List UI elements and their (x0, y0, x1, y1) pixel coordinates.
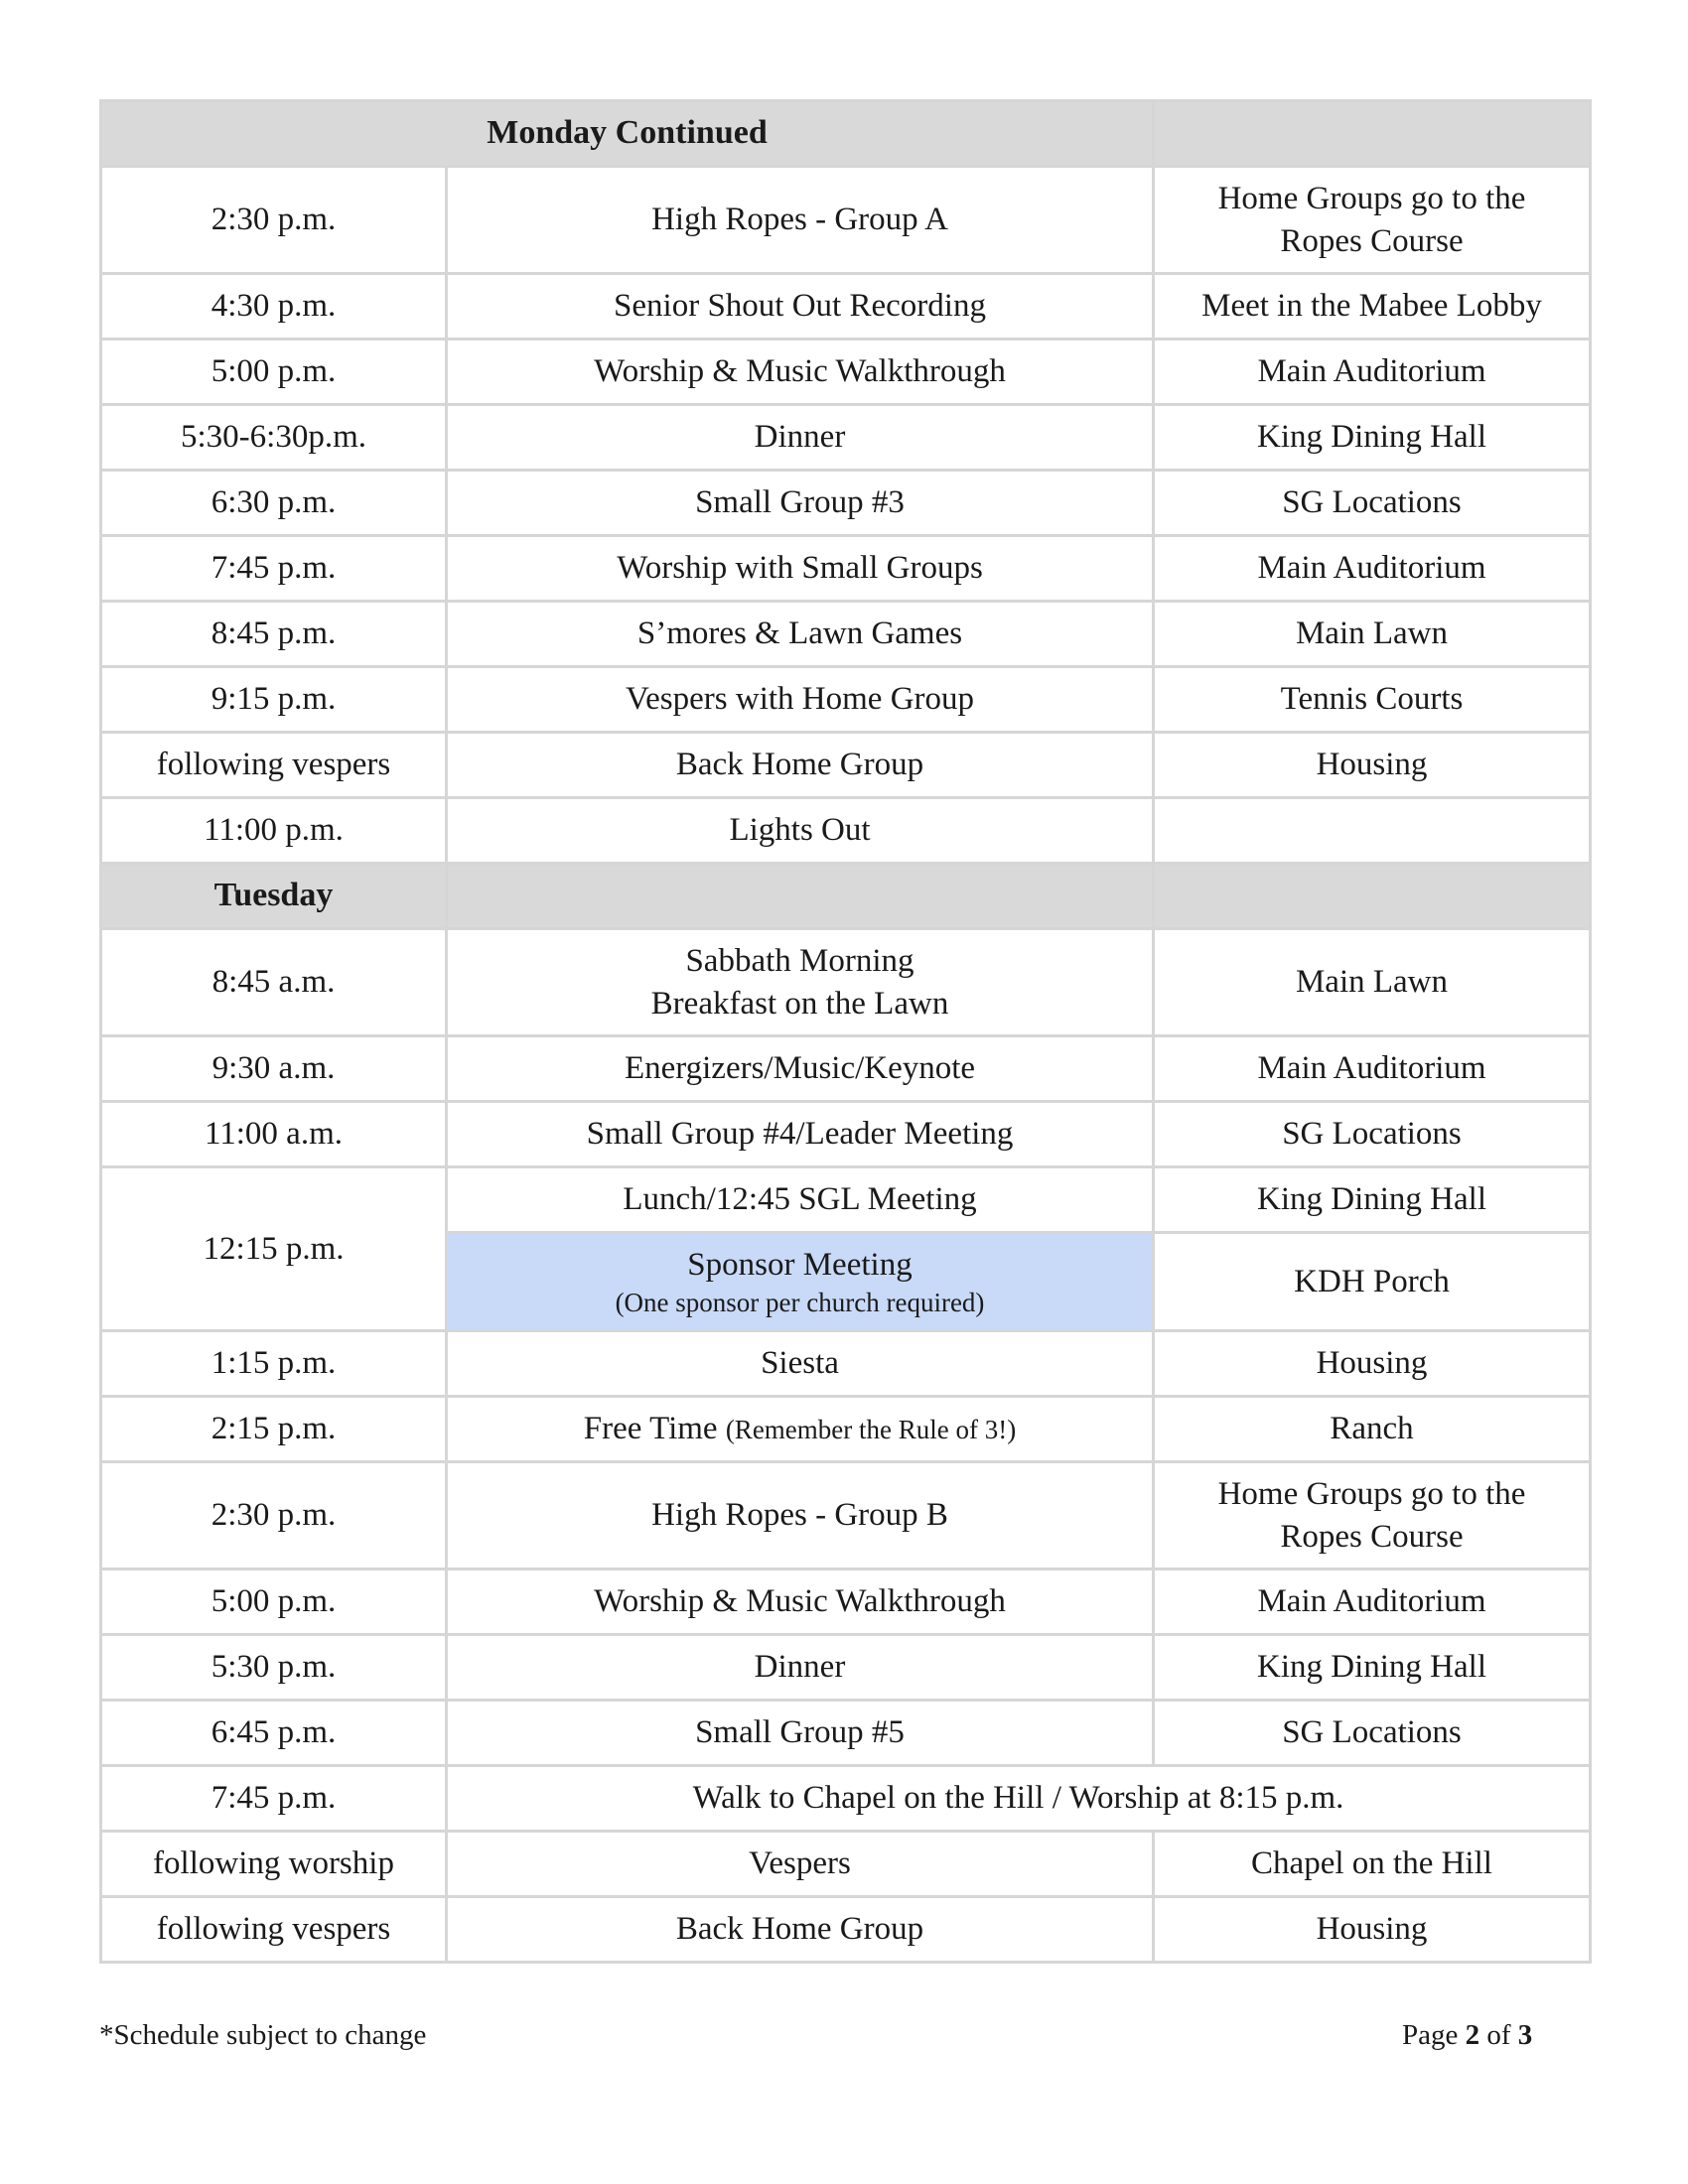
location-cell: King Dining Hall (1154, 405, 1591, 471)
table-row (101, 1766, 1591, 1832)
table-row (101, 536, 1591, 602)
activity-cell: Dinner (447, 405, 1154, 471)
activity-cell: Vespers with Home Group (447, 667, 1154, 733)
sponsor-meeting-cell: Sponsor Meeting (One sponsor per church required) (447, 1233, 1154, 1331)
time-cell: 5:00 p.m. (101, 1570, 447, 1635)
schedule-note: *Schedule subject to change (99, 2019, 427, 2051)
location-cell: KDH Porch (1154, 1233, 1591, 1331)
location-cell: King Dining Hall (1154, 1635, 1591, 1701)
activity-cell: Small Group #5 (447, 1701, 1154, 1766)
activity-cell: Worship & Music Walkthrough (447, 340, 1154, 405)
activity-cell: Siesta (447, 1331, 1154, 1397)
location-cell: Main Lawn (1154, 929, 1591, 1036)
table-row (101, 1570, 1591, 1635)
time-cell: following vespers (101, 1897, 447, 1963)
location-cell: SG Locations (1154, 471, 1591, 536)
activity-cell: Dinner (447, 1635, 1154, 1701)
table-row (101, 1397, 1591, 1462)
time-cell: 11:00 a.m. (101, 1102, 447, 1167)
table-row (101, 405, 1591, 471)
table-row (101, 1036, 1591, 1102)
table-row (101, 667, 1591, 733)
time-cell: 1:15 p.m. (101, 1331, 447, 1397)
activity-cell: Small Group #3 (447, 471, 1154, 536)
activity-cell: Back Home Group (447, 733, 1154, 798)
time-cell: 5:00 p.m. (101, 340, 447, 405)
schedule-table (99, 99, 1592, 1964)
table-row (101, 602, 1591, 667)
time-cell: 4:30 p.m. (101, 274, 447, 340)
time-cell: 9:30 a.m. (101, 1036, 447, 1102)
activity-cell: Sabbath Morning Breakfast on the Lawn (447, 929, 1154, 1036)
section-title: Monday Continued (101, 101, 1154, 167)
table-row (101, 929, 1591, 1036)
location-cell: SG Locations (1154, 1102, 1591, 1167)
location-cell: Main Lawn (1154, 602, 1591, 667)
location-cell: Ranch (1154, 1397, 1591, 1462)
location-cell: Meet in the Mabee Lobby (1154, 274, 1591, 340)
section-title: Tuesday (101, 864, 447, 929)
activity-cell: Vespers (447, 1832, 1154, 1897)
table-row (101, 340, 1591, 405)
activity-cell: Lights Out (447, 798, 1154, 864)
table-row (101, 798, 1591, 864)
table-row (101, 1701, 1591, 1766)
table-row (101, 471, 1591, 536)
location-cell: SG Locations (1154, 1701, 1591, 1766)
location-cell: Tennis Courts (1154, 667, 1591, 733)
time-cell: 5:30 p.m. (101, 1635, 447, 1701)
time-cell: 6:45 p.m. (101, 1701, 447, 1766)
section-header-monday (101, 101, 1591, 167)
location-cell: Main Auditorium (1154, 536, 1591, 602)
activity-cell: Walk to Chapel on the Hill / Worship at 8:15 p.m. (447, 1766, 1591, 1832)
table-row (101, 1167, 1591, 1233)
location-cell: Chapel on the Hill (1154, 1832, 1591, 1897)
location-cell: Main Auditorium (1154, 340, 1591, 405)
activity-cell: Lunch/12:45 SGL Meeting (447, 1167, 1154, 1233)
table-row (101, 1331, 1591, 1397)
location-cell: Home Groups go to the Ropes Course (1154, 1462, 1591, 1570)
activity-cell: Energizers/Music/Keynote (447, 1036, 1154, 1102)
time-cell: 7:45 p.m. (101, 536, 447, 602)
time-cell: following worship (101, 1832, 447, 1897)
time-cell: 7:45 p.m. (101, 1766, 447, 1832)
section-header-tuesday (101, 864, 1591, 929)
time-cell: 5:30-6:30p.m. (101, 405, 447, 471)
table-row (101, 733, 1591, 798)
location-cell: Main Auditorium (1154, 1036, 1591, 1102)
location-cell: King Dining Hall (1154, 1167, 1591, 1233)
location-cell (1154, 798, 1591, 864)
time-cell: 12:15 p.m. (101, 1167, 447, 1331)
table-row (101, 167, 1591, 274)
activity-cell: High Ropes - Group A (447, 167, 1154, 274)
table-row (101, 1635, 1591, 1701)
time-cell: 11:00 p.m. (101, 798, 447, 864)
location-cell: Home Groups go to the Ropes Course (1154, 167, 1591, 274)
table-row (101, 1832, 1591, 1897)
page-number: Page 2 of 3 (1402, 2019, 1533, 2051)
table-row (101, 1102, 1591, 1167)
time-cell: 2:30 p.m. (101, 1462, 447, 1570)
location-cell: Housing (1154, 733, 1591, 798)
activity-cell: Back Home Group (447, 1897, 1154, 1963)
time-cell: following vespers (101, 733, 447, 798)
table-row (101, 274, 1591, 340)
activity-cell: Small Group #4/Leader Meeting (447, 1102, 1154, 1167)
location-cell: Housing (1154, 1331, 1591, 1397)
activity-cell: High Ropes - Group B (447, 1462, 1154, 1570)
activity-cell: Worship & Music Walkthrough (447, 1570, 1154, 1635)
time-cell: 9:15 p.m. (101, 667, 447, 733)
activity-cell: Free Time (Remember the Rule of 3!) (447, 1397, 1154, 1462)
activity-cell: S’mores & Lawn Games (447, 602, 1154, 667)
table-row (101, 1897, 1591, 1963)
activity-cell: Senior Shout Out Recording (447, 274, 1154, 340)
activity-cell: Worship with Small Groups (447, 536, 1154, 602)
table-row (101, 1462, 1591, 1570)
time-cell: 8:45 a.m. (101, 929, 447, 1036)
location-cell: Housing (1154, 1897, 1591, 1963)
time-cell: 6:30 p.m. (101, 471, 447, 536)
time-cell: 2:15 p.m. (101, 1397, 447, 1462)
time-cell: 8:45 p.m. (101, 602, 447, 667)
time-cell: 2:30 p.m. (101, 167, 447, 274)
location-cell: Main Auditorium (1154, 1570, 1591, 1635)
